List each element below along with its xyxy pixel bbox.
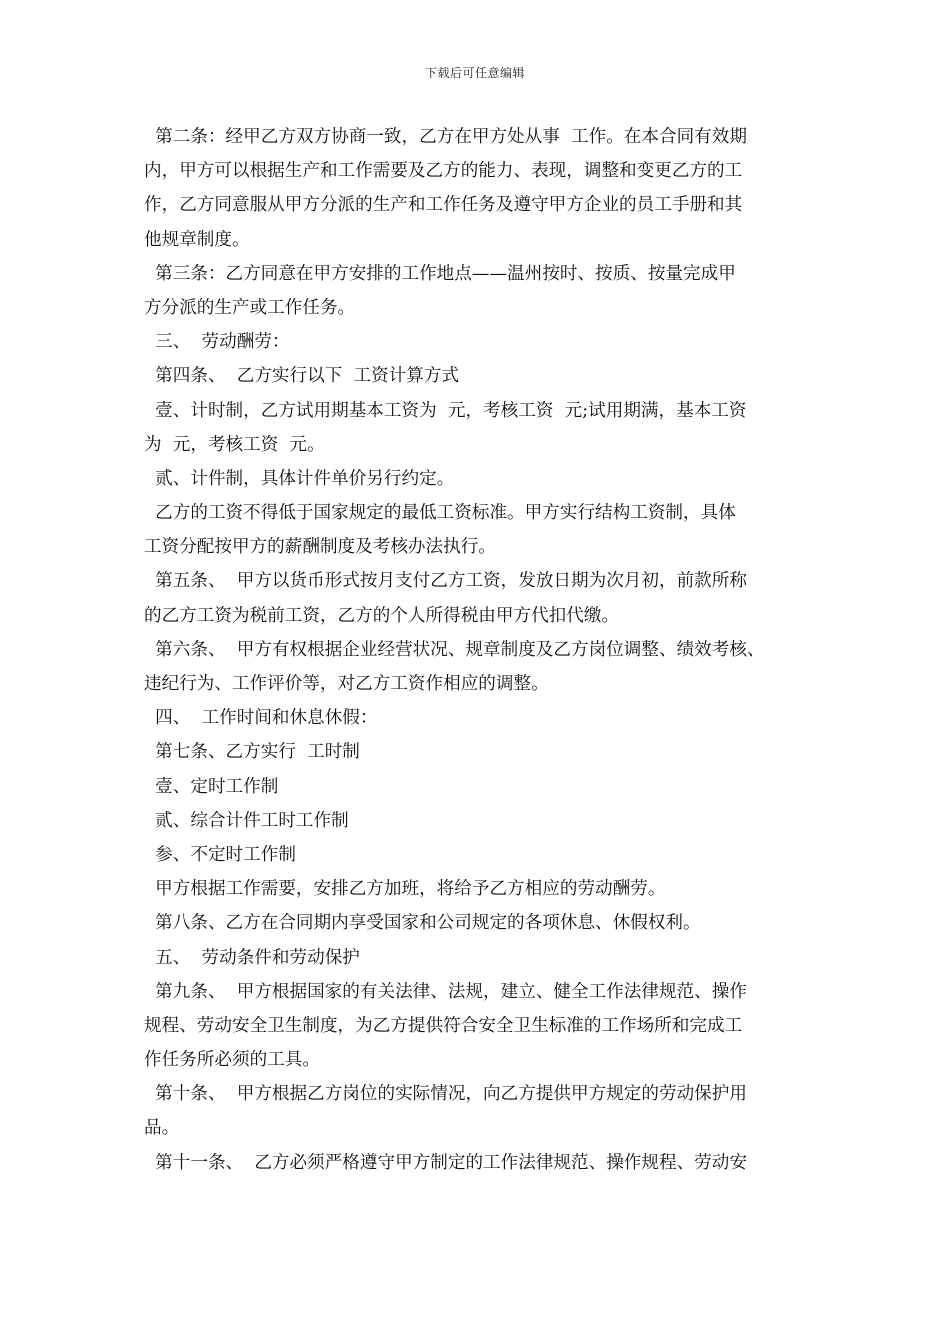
text-line: 第四条、 乙方实行以下 工资计算方式 <box>144 366 460 387</box>
text-line: 第九条、 甲方根据国家的有关法律、法规，建立、健全工作法律规范、操作 <box>144 981 747 1002</box>
text-line: 第十一条、 乙方必须严格遵守甲方制定的工作法律规范、操作规程、劳动安 <box>144 1152 747 1173</box>
text-line: 规程、劳动安全卫生制度，为乙方提供符合安全卫生标准的工作场所和完成工 <box>144 1015 743 1036</box>
text-line: 五、 劳动条件和劳动保护 <box>144 947 360 968</box>
text-line: 第二条：经甲乙方双方协商一致，乙方在甲方处从事 工作。在本合同有效期 <box>144 127 747 147</box>
text-line: 三、 劳动酬劳： <box>144 332 290 353</box>
text-line: 乙方的工资不得低于国家规定的最低工资标准。甲方实行结构工资制，具体 <box>144 503 736 524</box>
text-line: 贰、综合计件工时工作制 <box>144 810 349 831</box>
text-line: 第七条、乙方实行 工时制 <box>144 742 360 763</box>
text-line: 方分派的生产或工作任务。 <box>144 297 356 318</box>
text-line: 品。 <box>144 1118 180 1139</box>
document-body <box>144 120 822 1180</box>
text-line: 第三条：乙方同意在甲方安排的工作地点——温州按时、按质、按量完成甲 <box>144 263 736 284</box>
text-line: 壹、计时制，乙方试用期基本工资为 元，考核工资 元;试用期满，基本工资 <box>144 400 747 421</box>
text-line: 第八条、乙方在合同期内享受国家和公司规定的各项休息、休假权利。 <box>144 913 701 934</box>
text-line: 他规章制度。 <box>144 229 250 250</box>
text-line: 为 元，考核工资 元。 <box>144 434 325 455</box>
text-line: 第五条、 甲方以货币形式按月支付乙方工资，发放日期为次月初，前款所称 <box>144 571 747 592</box>
text-line: 四、 工作时间和休息休假： <box>144 708 378 729</box>
text-line: 甲方根据工作需要，安排乙方加班，将给予乙方相应的劳动酬劳。 <box>144 879 666 900</box>
text-line: 壹、定时工作制 <box>144 776 279 797</box>
text-line: 内，甲方可以根据生产和工作需要及乙方的能力、表现，调整和变更乙方的工 <box>144 161 743 182</box>
text-line: 第十条、 甲方根据乙方岗位的实际情况，向乙方提供甲方规定的劳动保护用 <box>144 1084 747 1105</box>
text-line: 工资分配按甲方的薪酬制度及考核办法执行。 <box>144 537 496 558</box>
text-line: 贰、计件制，具体计件单价另行约定。 <box>144 468 455 489</box>
text-line: 违纪行为、工作评价等，对乙方工资作相应的调整。 <box>144 674 549 694</box>
text-line: 第六条、 甲方有权根据企业经营状况、规章制度及乙方岗位调整、绩效考核、 <box>144 639 765 660</box>
page-header: 下载后可任意编辑 <box>424 66 525 80</box>
text-line: 作任务所必须的工具。 <box>144 1050 320 1071</box>
text-line: 参、不定时工作制 <box>144 844 296 865</box>
text-line: 作，乙方同意服从甲方分派的生产和工作任务及遵守甲方企业的员工手册和其 <box>144 195 743 216</box>
text-line: 的乙方工资为税前工资，乙方的个人所得税由甲方代扣代缴。 <box>144 605 620 626</box>
